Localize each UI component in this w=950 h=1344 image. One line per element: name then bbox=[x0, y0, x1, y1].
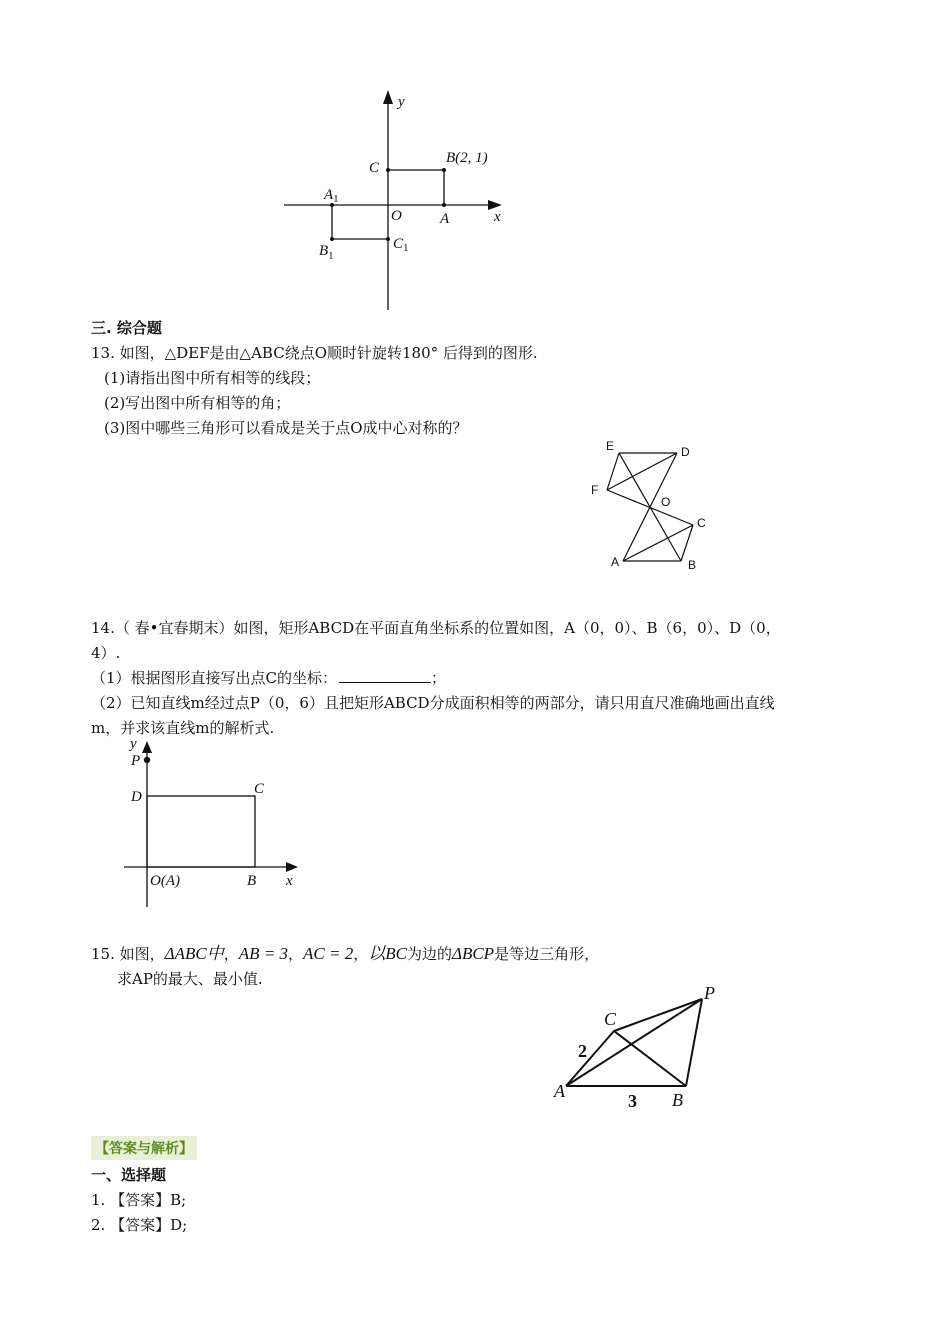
q15-label-p: P bbox=[704, 983, 715, 1003]
q15-end: 是等边三角形， bbox=[494, 945, 600, 963]
q15-sep1: ， bbox=[223, 945, 239, 963]
q15-stem bbox=[91, 942, 599, 966]
q13-label-c: C bbox=[697, 516, 706, 530]
x-axis-label: x bbox=[494, 209, 501, 225]
q13-label-d: D bbox=[681, 445, 690, 459]
q13-label-f: F bbox=[591, 483, 599, 497]
q15-ac: AC = 2 bbox=[303, 944, 354, 963]
section-heading: 三. 综合题 bbox=[91, 319, 162, 337]
q15-label-3: 3 bbox=[628, 1091, 637, 1111]
q15-mid: 为边的 bbox=[406, 945, 452, 963]
q14-stem-line1: 14.（ 春•宜春期末）如图，矩形ABCD在平面直角坐标系的位置如图，A（0，0）、B（6，0）、D（0， bbox=[91, 619, 781, 637]
answers-header: 【答案与解析】 bbox=[91, 1136, 197, 1160]
answers-section1: 一、选择题 bbox=[91, 1166, 167, 1184]
q13-label-e: E bbox=[606, 439, 615, 453]
point-a-label: A bbox=[440, 211, 450, 227]
q14-rectangle-figure bbox=[118, 735, 308, 915]
q14-part2-line1: （2）已知直线m经过点P（0，6）且把矩形ABCD分成面积相等的两部分，请只用直尺准确地画出直线 bbox=[91, 694, 775, 712]
q14-stem-line2: 4）. bbox=[91, 644, 121, 662]
q14-x-label: x bbox=[286, 873, 293, 889]
answer-blank[interactable] bbox=[339, 668, 431, 683]
q15-triangle-abc: ΔABC中 bbox=[164, 944, 224, 963]
coordinate-figure bbox=[280, 88, 510, 313]
q14-d-label: D bbox=[131, 789, 142, 805]
q15-ab: AB = 3 bbox=[238, 944, 288, 963]
q13-label-b: B bbox=[688, 558, 697, 572]
q13-label-o: O bbox=[661, 495, 671, 509]
point-b1-label: $B_1$ bbox=[319, 243, 334, 262]
answer-2: 2. 【答案】D; bbox=[91, 1216, 188, 1234]
q15-sep2: ， bbox=[287, 945, 303, 963]
point-a1-label: $A_1$ bbox=[324, 187, 339, 205]
q15-label-a: A bbox=[554, 1081, 565, 1101]
q14-p-label: P bbox=[131, 753, 141, 769]
q15-line2: 求AP的最大、最小值. bbox=[117, 970, 263, 988]
q13-part1: (1)请指出图中所有相等的线段； bbox=[104, 369, 321, 387]
q13-stem: 13. 如图，△DEF是由△ABC绕点O顺时针旋转180° 后得到的图形. bbox=[91, 344, 538, 362]
q13-rotation-figure bbox=[585, 435, 715, 580]
q15-with-bc: 以BC bbox=[368, 944, 407, 963]
q14-c-label: C bbox=[254, 781, 265, 797]
q15-label-2: 2 bbox=[578, 1041, 587, 1061]
origin-label: O bbox=[391, 208, 402, 224]
q15-triangle-bcp: ΔBCP bbox=[451, 944, 495, 963]
answer-1: 1. 【答案】B; bbox=[91, 1191, 187, 1209]
q14-part1-prefix: （1）根据图形直接写出点C的坐标： bbox=[91, 669, 338, 687]
q14-part1 bbox=[91, 668, 446, 688]
q13-part3: (3)图中哪些三角形可以看成是关于点O成中心对称的？ bbox=[104, 419, 468, 437]
q15-prefix: 15. 如图， bbox=[91, 945, 165, 963]
q15-label-b: B bbox=[672, 1090, 683, 1110]
q15-triangle-figure bbox=[552, 985, 727, 1115]
q14-b-label: B bbox=[247, 873, 257, 889]
q15-sep3: ， bbox=[353, 945, 369, 963]
q15-label-c: C bbox=[604, 1009, 617, 1029]
point-b-label: B(2, 1) bbox=[446, 150, 488, 166]
q14-origin-label: O(A) bbox=[150, 873, 180, 889]
q13-part2: (2)写出图中所有相等的角； bbox=[104, 394, 291, 412]
point-c-label: C bbox=[369, 160, 380, 176]
point-c1-label: $C_1$ bbox=[393, 236, 409, 254]
q14-part1-suffix: ； bbox=[431, 669, 447, 687]
q14-y-label: y bbox=[130, 736, 137, 752]
y-axis-label: y bbox=[398, 94, 405, 110]
q13-label-a: A bbox=[611, 555, 620, 569]
q14-part2-line2: m，并求该直线m的解析式. bbox=[91, 719, 275, 737]
